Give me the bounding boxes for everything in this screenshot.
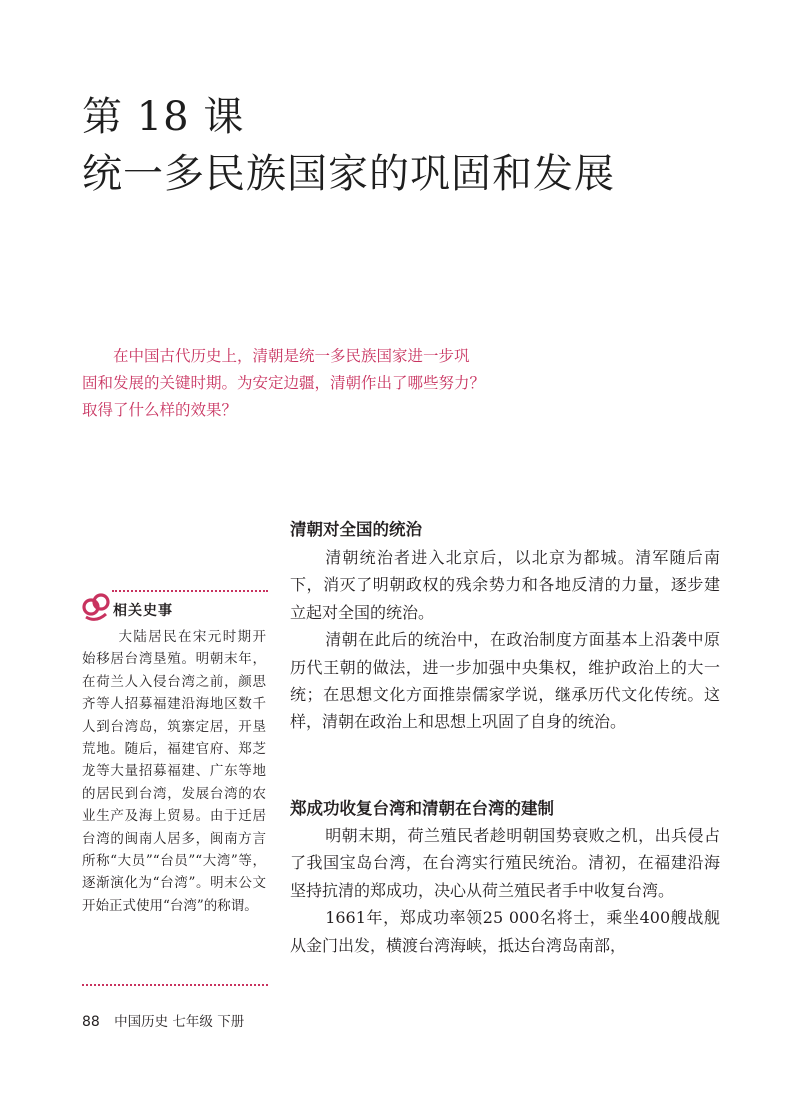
paragraph: 明朝末期，荷兰殖民者趁明朝国势衰败之机，出兵侵占了我国宝岛台湾，在台湾实行殖民统治。清初，在福建沿海坚持抗清的郑成功，决心从荷兰殖民者手中收复台湾。: [290, 826, 720, 900]
related-history-sidebar: [82, 590, 268, 986]
intro-question: [82, 343, 502, 424]
paragraph: 清朝统治者进入北京后，以北京为都城。清军随后南下，消灭了明朝政权的残余势力和各地反清的力量，逐步建立起对全国的统治。: [290, 548, 720, 622]
paragraph: 1661年，郑成功率领25 000名将士，乘坐400艘战舰从金门出发，横渡台湾海峡，抵达台湾岛南部，: [290, 908, 720, 955]
intro-line-3: 取得了什么样的效果？: [82, 401, 238, 419]
book-title: 中国历史 七年级 下册: [114, 1014, 245, 1030]
paragraph: 清朝在此后的统治中，在政治制度方面基本上沿袭中原历代王朝的做法，进一步加强中央集权，维护政治上的大一统；在思想文化方面推崇儒家学说，继承历代文化传统。这样，清朝在政治上和思想上巩固了自身的统治。: [290, 630, 720, 732]
lesson-title: 统一多民族国家的巩固和发展: [82, 151, 615, 197]
page-footer: [82, 1010, 244, 1030]
sidebar-heading: 相关史事: [113, 603, 173, 619]
intro-line-1: 在中国古代历史上，清朝是统一多民族国家进一步巩: [113, 347, 470, 365]
sidebar-bottom-divider: [82, 984, 268, 986]
section-body-qing-rule: [290, 544, 720, 736]
page-number: 88: [82, 1014, 100, 1030]
lesson-number: 第 18 课: [82, 94, 245, 140]
section-heading-qing-rule: 清朝对全国的统治: [290, 520, 422, 539]
section-heading-taiwan-recovery: 郑成功收复台湾和清朝在台湾的建制: [290, 799, 554, 818]
related-history-logo-icon: [82, 590, 110, 624]
sidebar-top-divider: [112, 590, 268, 592]
sidebar-text: 大陆居民在宋元时期开始移居台湾垦殖。明朝末年，在荷兰人入侵台湾之前，颜思齐等人招募福建沿海地区数千人到台湾岛，筑寨定居，开垦荒地。随后，福建官府、郑芝龙等大量招募福建、广东等地的居民到台湾，发展台湾的农业生产及海上贸易。由于迁居台湾的闽南人居多，闽南方言所称“大员”“台员”“大湾”等，逐渐演化为“台湾”。明末公文开始正式使用“台湾”的称谓。: [82, 629, 266, 914]
intro-line-2: 固和发展的关键时期。为安定边疆，清朝作出了哪些努力？: [82, 374, 486, 392]
section-body-taiwan-recovery: [290, 822, 720, 959]
